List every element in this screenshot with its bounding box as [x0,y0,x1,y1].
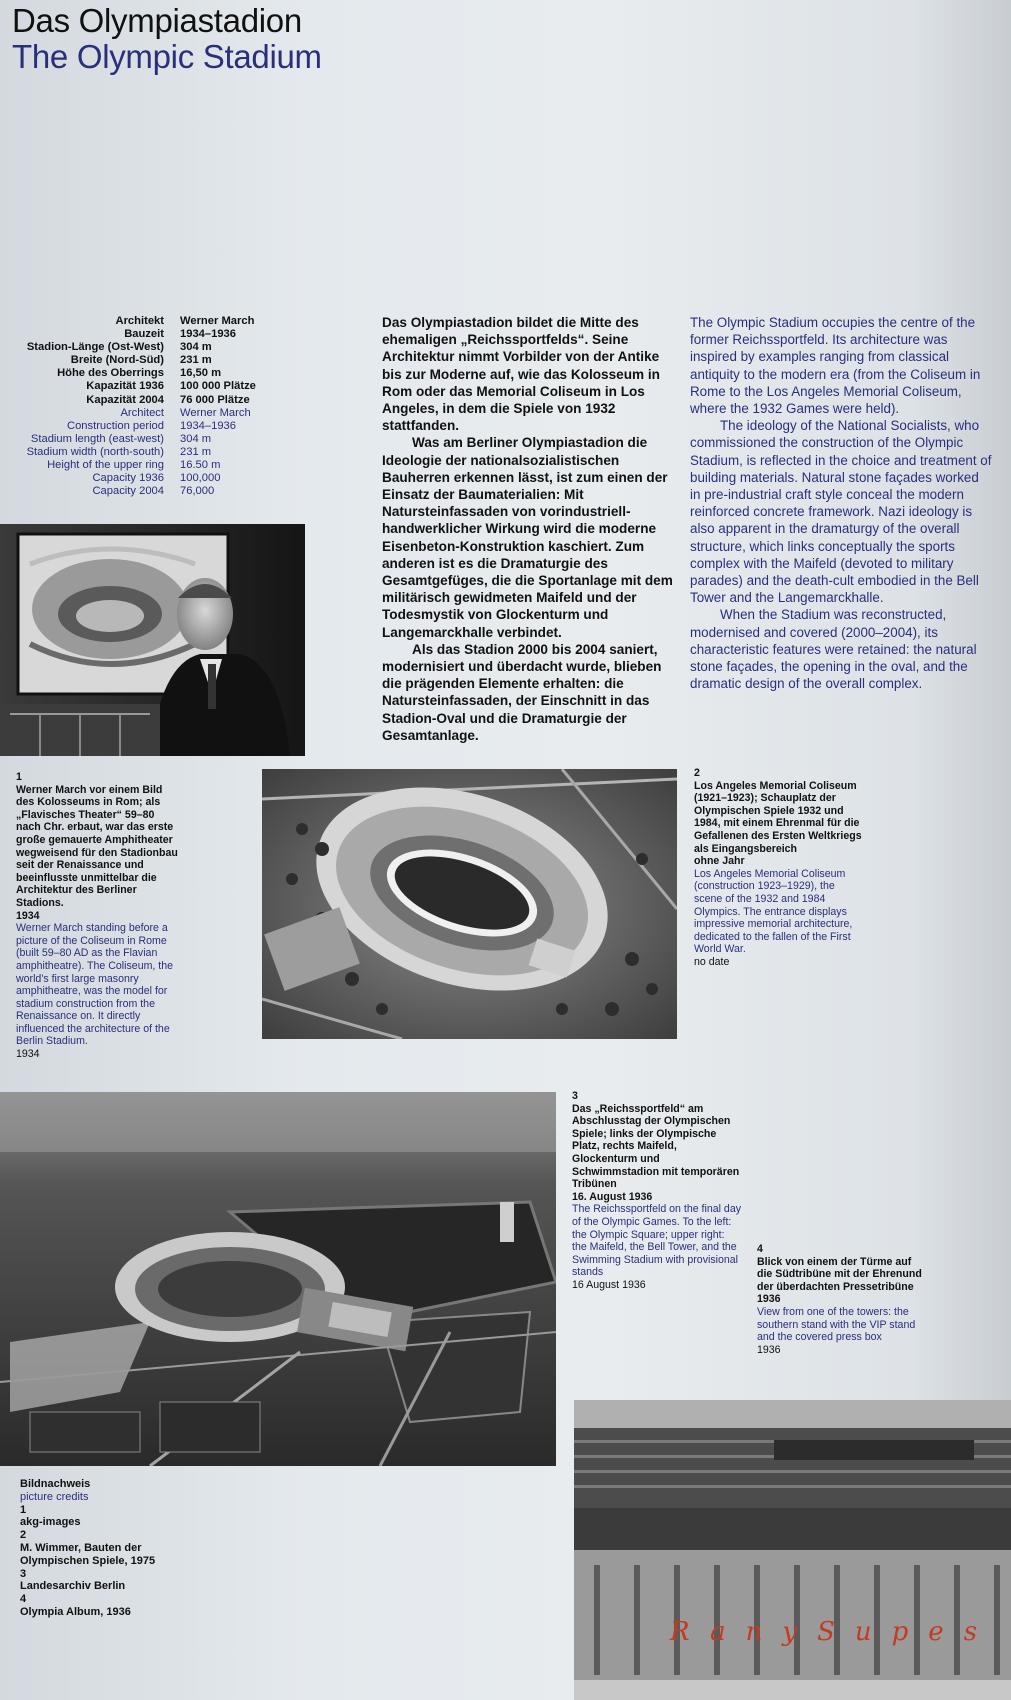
photo-werner-march-image [0,524,305,756]
fact-value: 231 m [180,445,212,458]
fact-value: 1934–1936 [180,328,236,341]
caption-number: 1 [16,771,22,783]
caption-text-en: View from one of the towers: the southern stand with the VIP stand and the covered press box [757,1305,916,1344]
fact-value: 1934–1936 [180,419,236,432]
credits-label-en: picture credits [20,1490,89,1503]
fact-row [8,459,308,472]
fact-label: Capacity 2004 [92,485,164,498]
fact-label: Height of the upper ring [47,459,164,472]
fact-value: 16.50 m [180,459,221,472]
caption-1 [16,771,181,1061]
credit-number: 4 [20,1593,27,1606]
fact-row [8,472,308,485]
caption-date-en: 1936 [757,1343,781,1356]
caption-text-de: Das „Reichssportfeld“ am Abschlusstag der Olympischen Spiele; links der Olympische Platz, rechts Maifeld, Glockenturm und Schwimmstadion mit temporären Tribünen [572,1102,740,1191]
paragraph: Das Olympiastadion bildet die Mitte des ehemaligen „Reichssportfelds“. Seine Architektur nimmt Vorbilder von der Antike bis zur Moderne auf, wie das Kolosseum in Rom oder das Memorial Coliseum in Los Angeles, in dem die Spiele von 1932 stattfanden. [382,315,660,434]
photo-reichssportfeld-image [0,1092,556,1466]
fact-row [8,354,308,367]
caption-number: 3 [572,1090,578,1102]
fact-value: Werner March [180,406,251,419]
photo-la-coliseum [262,769,677,1039]
fact-label: Stadium width (north-south) [26,445,164,458]
fact-row [8,420,308,433]
fact-row [8,485,308,498]
fact-row [8,433,308,446]
caption-date-en: 16 August 1936 [572,1278,646,1291]
photo-werner-march [0,524,305,756]
caption-date-en: 1934 [16,1048,40,1061]
credits-label-de: Bildnachweis [20,1478,91,1490]
fact-row [8,367,308,380]
caption-number: 4 [757,1243,763,1255]
photo-reichssportfeld [0,1092,556,1466]
caption-date-de: 16. August 1936 [572,1190,653,1203]
caption-date-en: no date [694,955,730,968]
fact-value: 100 000 Plätze [180,380,256,393]
page-title-en: The Olympic Stadium [12,38,322,75]
credit-number: 1 [20,1503,27,1516]
fact-label: Kapazität 2004 [86,393,164,406]
caption-text-en: Los Angeles Memorial Coliseum (construction 1923–1929), the scene of the 1932 and 1984 Olympics. The entrance displays impressive memorial architecture, dedicated to the fallen of the First World War. [694,867,853,956]
caption-date-de: 1934 [16,909,40,922]
fact-label: Breite (Nord-Süd) [70,354,164,367]
credit-number: 2 [20,1529,27,1542]
fact-row [8,328,308,341]
fact-value: 16,50 m [180,367,222,380]
fact-value: 76 000 Plätze [180,393,250,406]
paragraph: The ideology of the National Socialists, who commissioned the construction of the Olympic Stadium, is reflected in the choice and treatment of building materials. Natural stone façades worked in pre-industrial craft style conceal the modern reinforced concrete framework. Nazi ideology is also apparent in the dramaturgy of the overall structure, which links conceptually the sports complex with the Maifeld (devoted to military parades) and the death-cult embodied in the Bell Tower and the Langemarckhalle. [690,418,992,606]
fact-label: Architect [120,406,164,419]
fact-sheet [8,315,308,498]
fact-label: Bauzeit [124,328,164,341]
fact-row [8,446,308,459]
caption-text-en: The Reichssportfeld on the final day of the Olympic Games. To the left: the Olympic Square; upper right: the Maifeld, the Bell Tower, and the Swimming Stadium with provisional stands [572,1203,742,1279]
fact-label: Höhe des Oberrings [57,367,164,380]
picture-credits [20,1478,165,1619]
fact-label: Stadion-Länge (Ost-West) [26,341,164,354]
fact-row [8,394,308,407]
paragraph: The Olympic Stadium occupies the centre of the former Reichssportfeld. Its architecture was inspired by examples ranging from classical antiquity to the modern era (from the Coliseum in Rome to the Los Angeles Memorial Coliseum, where the 1932 Games were held). [690,315,981,417]
credit-source: Olympia Album, 1936 [20,1605,131,1618]
paragraph: Als das Stadion 2000 bis 2004 saniert, modernisiert und überdacht wurde, blieben die prägenden Elemente erhalten: die Natursteinfassaden, der Einschnitt in das Stadion-Oval und die Dramaturgie der Gesamtanlage. [382,641,662,743]
fact-value: 100,000 [180,472,221,485]
fact-row [8,315,308,328]
fact-row [8,341,308,354]
caption-date-de: 1936 [757,1293,781,1306]
caption-3 [572,1090,742,1292]
photo-la-coliseum-image [262,769,677,1039]
fact-value: 304 m [180,341,212,354]
fact-label: Architekt [115,315,164,327]
credit-source: Landesarchiv Berlin [20,1580,126,1593]
fact-value: 231 m [180,354,212,367]
fact-row [8,407,308,420]
caption-number: 2 [694,767,700,779]
credit-number: 3 [20,1567,27,1580]
body-text-english [690,314,992,692]
paragraph: When the Stadium was reconstructed, modernised and covered (2000–2004), its characteristic features were retained: the natural stone façades, the opening in the oval, and the dramatic design of the overall complex. [690,607,977,692]
fact-value: 304 m [180,432,212,445]
caption-text-de: Blick von einem der Türme auf die Südtribüne mit der Ehrenund der überdachten Pressetribüne [757,1255,922,1293]
fact-label: Kapazität 1936 [86,380,164,393]
body-text-german [382,314,674,744]
credit-source: akg-images [20,1516,81,1529]
caption-text-de: Los Angeles Memorial Coliseum (1921–1923); Schauplatz der Olympischen Spiele 1932 und 1984, mit einem Ehrenmal für die Gefallenen des Ersten Weltkriegs als Eingangsbereich [694,779,862,855]
caption-date-de: ohne Jahr [694,855,745,868]
paragraph: Was am Berliner Olympiastadion die Ideologie der nationalsozialistischen Bauherren erkennen lässt, ist zum einen der Einsatz der Baumaterialien: Mit Natursteinfassaden von vorindustriell-handwerklicher Wirkung wird die moderne Eisenbeton-Konstruktion kaschiert. Zum anderen ist es die Dramaturgie des Gesamtgefüges, die die Sportanlage mit dem militärisch gewidmeten Maifeld und der Todesmystik von Glockenturm und Langemarckhalle verbindet. [382,435,673,640]
page-title-de: Das Olympiastadion [12,2,302,39]
fact-label: Stadium length (east-west) [30,432,164,445]
fact-value: Werner March [180,315,255,327]
caption-text-en: Werner March standing before a picture of the Coliseum in Rome (built 59–80 AD as the Flavian amphitheatre). The Coliseum, the world's first large masonry amphitheatre, was the model for stadium construction from the Renaissance on. It directly influenced the architecture of the Berlin Stadium. [16,922,174,1048]
caption-text-de: Werner March vor einem Bild des Kolosseums in Rom; als „Flavisches Theater“ 59–80 nach Chr. erbaut, war das erste große gemauerte Amphitheater wegweisend für den Stadionbau seit der Renaissance und beeinflusste unmittelbar die Architektur des Berliner Stadions. [16,783,178,909]
fact-label: Construction period [66,419,164,432]
fact-value: 76,000 [180,485,215,498]
photo-southern-stand-image [574,1400,1011,1700]
caption-4 [757,1243,922,1356]
photo-southern-stand [574,1400,1011,1700]
credit-source: M. Wimmer, Bauten der Olympischen Spiele, 1975 [20,1541,156,1567]
caption-2 [694,767,864,969]
photographer-signature: RanySupes [670,1617,998,1647]
fact-label: Capacity 1936 [92,472,164,485]
fact-row [8,380,308,393]
